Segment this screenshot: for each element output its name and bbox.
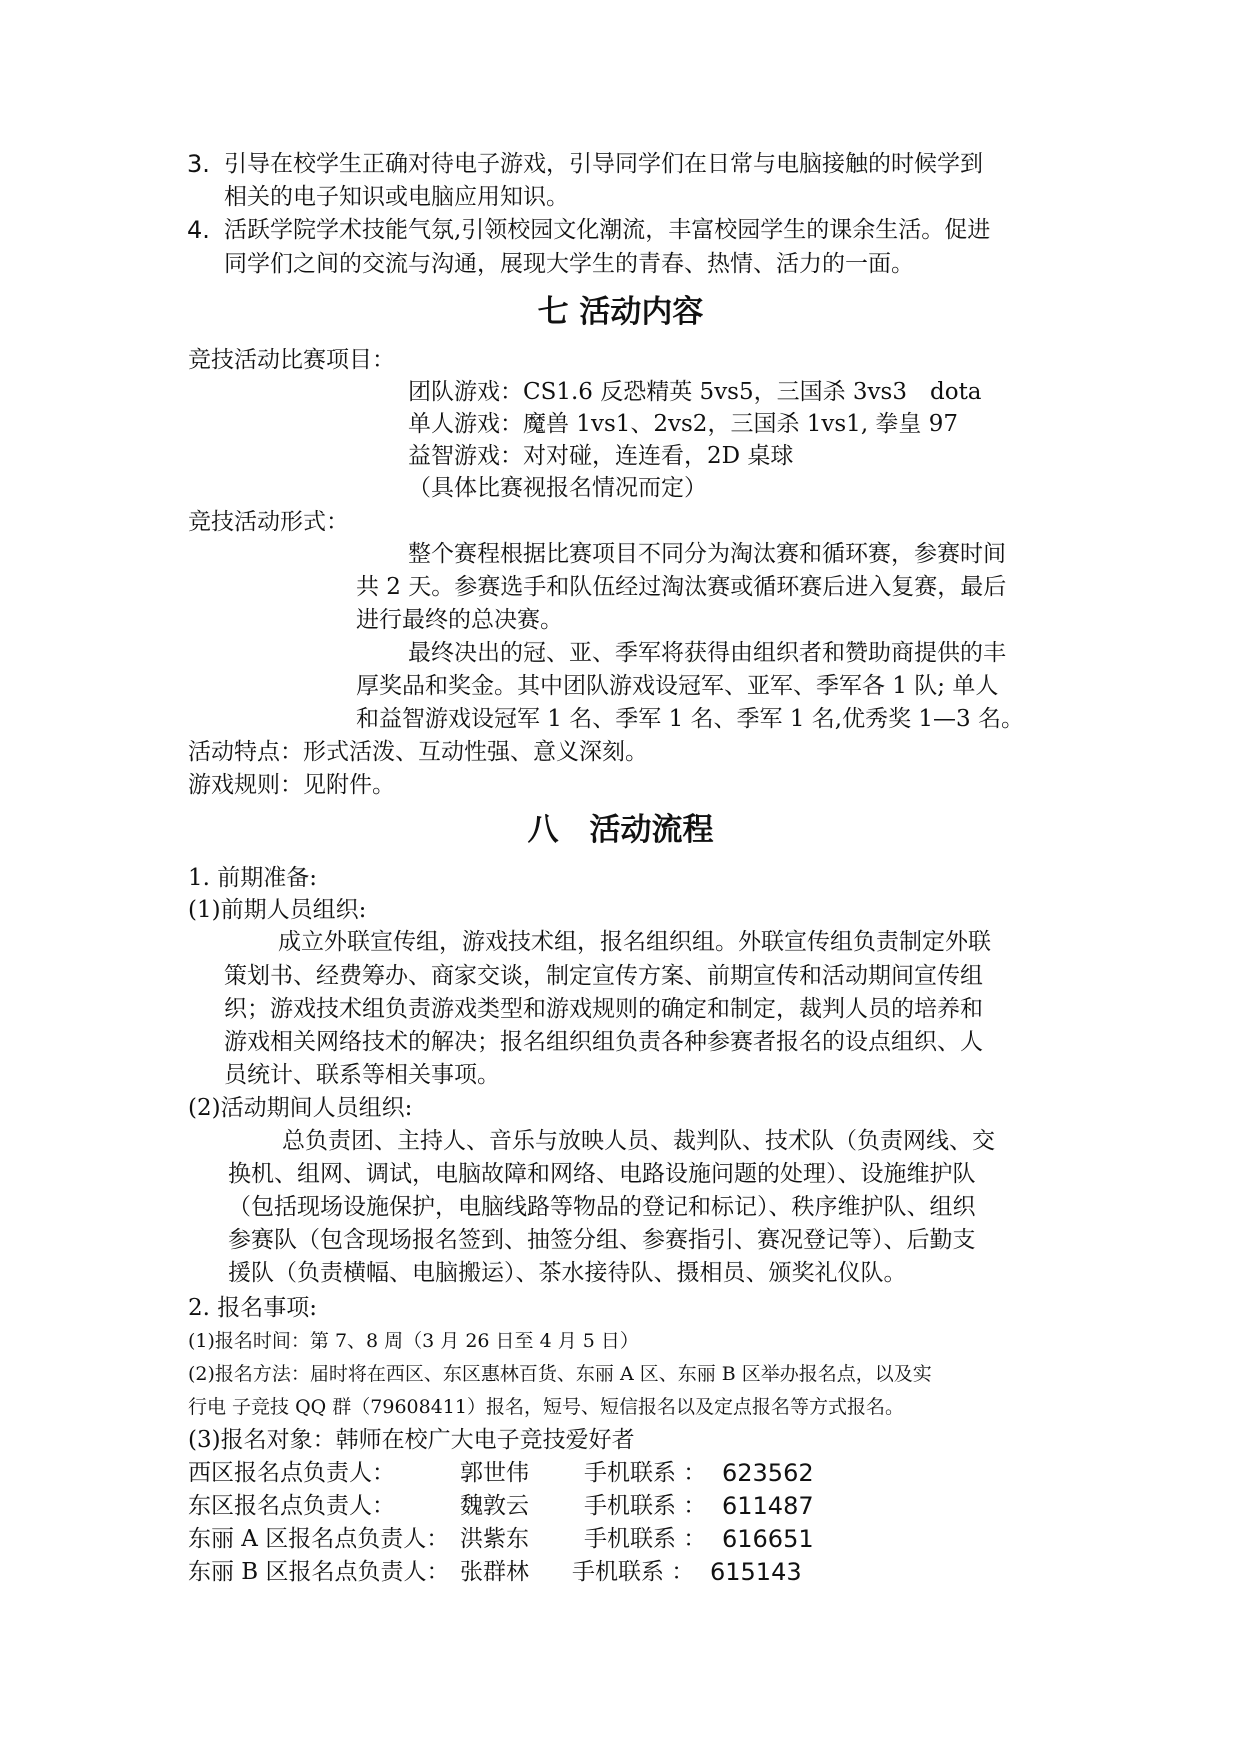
contact-row bbox=[188, 1457, 888, 1489]
contact-name: 张群林 bbox=[460, 1559, 529, 1585]
format-line: 整个赛程根据比赛项目不同分为淘汰赛和循环赛，参赛时间 bbox=[408, 541, 1006, 567]
step-heading: 1. 前期准备: bbox=[188, 865, 318, 891]
item-line: 团队游戏：CS1.6 反恐精英 5vs5，三国杀 3vs3 dota bbox=[408, 379, 982, 405]
contact-name: 魏敦云 bbox=[460, 1493, 529, 1519]
format-label: 竞技活动形式： bbox=[188, 509, 349, 535]
format-line: 和益智游戏设冠军 1 名、季军 1 名、季军 1 名,优秀奖 1—3 名。 bbox=[356, 706, 1024, 732]
para-line: （包括现场设施保护，电脑线路等物品的登记和标记）、秩序维护队、组织 bbox=[228, 1194, 976, 1220]
reg-method-line: (2)报名方法：届时将在西区、东区惠林百货、东丽 A 区、东丽 B 区举办报名点，以及实 bbox=[188, 1363, 932, 1385]
reg-target: (3)报名对象：韩师在校广大电子竞技爱好者 bbox=[188, 1427, 635, 1453]
rules-line: 游戏规则：见附件。 bbox=[188, 772, 395, 798]
format-line: 进行最终的总决赛。 bbox=[356, 607, 563, 633]
goal-number: 4. bbox=[187, 216, 210, 244]
contact-phone: 616651 bbox=[722, 1525, 814, 1553]
contact-place: 东丽 A 区报名点负责人： bbox=[188, 1526, 450, 1552]
contact-row bbox=[188, 1523, 888, 1555]
contact-phone: 611487 bbox=[722, 1492, 814, 1520]
reg-time: (1)报名时间：第 7、8 周（3 月 26 日至 4 月 5 日） bbox=[188, 1330, 639, 1352]
item-line: 益智游戏：对对碰，连连看，2D 桌球 bbox=[408, 443, 794, 469]
goal-line: 活跃学院学术技能气氛,引领校园文化潮流，丰富校园学生的课余生活。促进 bbox=[224, 217, 991, 243]
section-heading: 七 活动内容 bbox=[537, 294, 704, 330]
para-line: 换机、组网、调试，电脑故障和网络、电路设施问题的处理）、设施维护队 bbox=[228, 1161, 976, 1187]
goal-line: 同学们之间的交流与沟通，展现大学生的青春、热情、活力的一面。 bbox=[224, 251, 914, 277]
goal-number: 3. bbox=[187, 150, 210, 178]
para-line: 游戏相关网络技术的解决；报名组织组负责各种参赛者报名的设点组织、人 bbox=[224, 1029, 983, 1055]
item-line: （具体比赛视报名情况而定） bbox=[408, 475, 707, 501]
contact-name: 洪紫东 bbox=[460, 1526, 529, 1552]
contact-label: 手机联系 ： bbox=[572, 1559, 695, 1585]
contact-phone: 615143 bbox=[710, 1558, 802, 1586]
para-line: 援队（负责横幅、电脑搬运）、茶水接待队、摄相员、颁奖礼仪队。 bbox=[228, 1260, 907, 1286]
para-line: 员统计、联系等相关事项。 bbox=[224, 1062, 500, 1088]
para-line: 参赛队（包含现场报名签到、抽签分组、参赛指引、赛况登记等）、后勤支 bbox=[228, 1227, 976, 1253]
contact-place: 东区报名点负责人： bbox=[188, 1493, 395, 1519]
contact-label: 手机联系 ： bbox=[584, 1526, 707, 1552]
items-label: 竞技活动比赛项目： bbox=[188, 347, 395, 373]
contact-name: 郭世伟 bbox=[460, 1460, 529, 1486]
sub-heading: (1)前期人员组织: bbox=[188, 897, 367, 923]
contact-label: 手机联系 ： bbox=[584, 1493, 707, 1519]
contact-row bbox=[188, 1556, 888, 1588]
format-line: 最终决出的冠、亚、季军将获得由组织者和赞助商提供的丰 bbox=[408, 640, 1006, 666]
section-heading: 八 活动流程 bbox=[527, 812, 714, 848]
step-heading: 2. 报名事项: bbox=[188, 1295, 318, 1321]
goal-line: 引导在校学生正确对待电子游戏，引导同学们在日常与电脑接触的时候学到 bbox=[224, 151, 983, 177]
format-line: 厚奖品和奖金。其中团队游戏设冠军、亚军、季军各 1 队; 单人 bbox=[356, 673, 999, 699]
sub-heading: (2)活动期间人员组织: bbox=[188, 1095, 413, 1121]
para-line: 总负责团、主持人、音乐与放映人员、裁判队、技术队（负责网线、交 bbox=[282, 1128, 995, 1154]
contact-place: 西区报名点负责人： bbox=[188, 1460, 395, 1486]
item-line: 单人游戏：魔兽 1vs1、2vs2，三国杀 1vs1, 拳皇 97 bbox=[408, 411, 959, 437]
para-line: 成立外联宣传组，游戏技术组，报名组织组。外联宣传组负责制定外联 bbox=[278, 929, 991, 955]
contact-row bbox=[188, 1490, 888, 1522]
reg-method-line: 行电 子竞技 QQ 群（79608411）报名，短号、短信报名以及定点报名等方式报名。 bbox=[188, 1396, 904, 1418]
format-line: 共 2 天。参赛选手和队伍经过淘汰赛或循环赛后进入复赛，最后 bbox=[356, 574, 1007, 600]
para-line: 织；游戏技术组负责游戏类型和游戏规则的确定和制定，裁判人员的培养和 bbox=[224, 996, 983, 1022]
para-line: 策划书、经费筹办、商家交谈，制定宣传方案、前期宣传和活动期间宣传组 bbox=[224, 963, 983, 989]
features-line: 活动特点：形式活泼、互动性强、意义深刻。 bbox=[188, 739, 648, 765]
contact-phone: 623562 bbox=[722, 1459, 814, 1487]
goal-line: 相关的电子知识或电脑应用知识。 bbox=[224, 184, 569, 210]
contact-place: 东丽 B 区报名点负责人： bbox=[188, 1559, 450, 1585]
contact-label: 手机联系 ： bbox=[584, 1460, 707, 1486]
